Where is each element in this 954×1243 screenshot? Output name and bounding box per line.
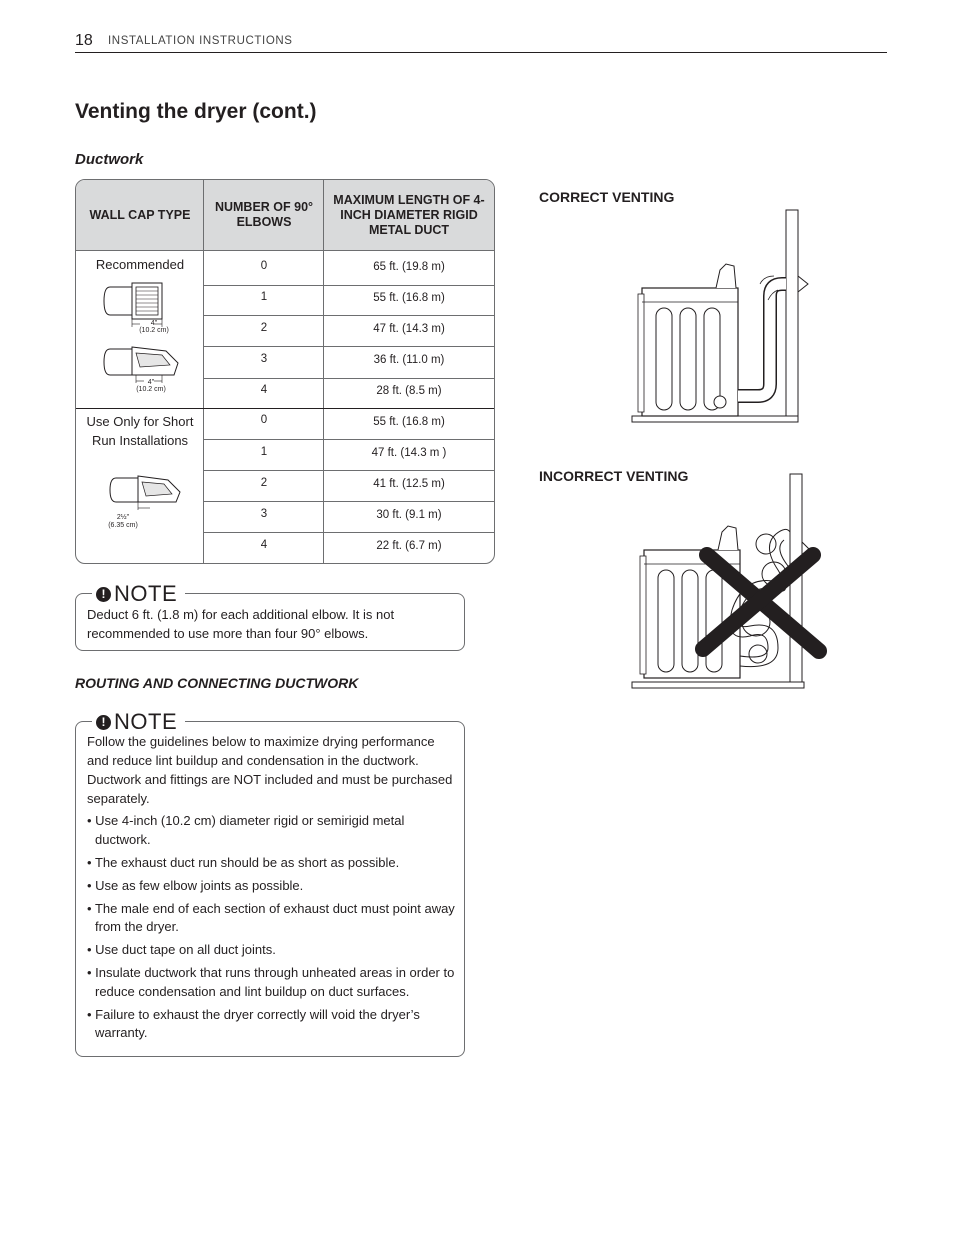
- note-heading: ! NOTE: [92, 581, 185, 607]
- row-divider: [204, 532, 494, 533]
- cap-type-recommended: Recommended: [95, 257, 185, 272]
- column-divider: [203, 180, 204, 563]
- elbows-cell: 3: [260, 353, 268, 365]
- length-cell: 22 ft. (6.7 m): [376, 540, 442, 552]
- column-header-elbows: NUMBER OF 90° ELBOWS: [204, 180, 324, 251]
- elbows-cell: 0: [260, 260, 268, 272]
- exclamation-icon: !: [96, 587, 111, 602]
- row-divider: [204, 285, 494, 286]
- page-number: 18: [75, 32, 93, 49]
- header-rule: [75, 52, 887, 53]
- row-divider: [204, 501, 494, 502]
- row-divider: [204, 315, 494, 316]
- list-item: • Use 4-inch (10.2 cm) diameter rigid or semirigid metal ductwork.: [87, 812, 457, 849]
- incorrect-venting-label: INCORRECT VENTING: [539, 468, 689, 484]
- page-title: Venting the dryer (cont.): [75, 100, 317, 123]
- flapper-wall-cap-icon: [104, 474, 186, 514]
- row-divider: [204, 378, 494, 379]
- length-cell: 65 ft. (19.8 m): [373, 261, 445, 273]
- elbows-cell: 0: [260, 414, 268, 426]
- length-cell: 55 ft. (16.8 m): [373, 292, 445, 304]
- note-heading: ! NOTE: [92, 709, 185, 735]
- note-intro: Follow the guidelines below to maximize drying performance and reduce lint buildup and condensation in the ductwork. Ductwork and fittings are NOT included and must be purchased separately.: [87, 734, 453, 806]
- column-header-wall-cap: WALL CAP TYPE: [76, 180, 204, 251]
- length-cell: 28 ft. (8.5 m): [376, 385, 442, 397]
- row-divider: [204, 470, 494, 471]
- elbows-cell: 2: [260, 477, 268, 489]
- cap-dimension: 4" (10.2 cm): [139, 320, 169, 334]
- elbows-cell: 1: [260, 291, 268, 303]
- length-cell: 41 ft. (12.5 m): [373, 478, 445, 490]
- elbows-cell: 2: [260, 322, 268, 334]
- elbows-cell: 4: [260, 539, 268, 551]
- correct-venting-illustration: [628, 206, 818, 428]
- length-cell: 47 ft. (14.3 m): [373, 323, 445, 335]
- list-item: • Use as few elbow joints as possible.: [87, 877, 457, 896]
- length-cell: 55 ft. (16.8 m): [373, 416, 445, 428]
- cap-dimension: 2½" (6.35 cm): [108, 514, 138, 529]
- ductwork-heading: Ductwork: [75, 151, 144, 168]
- incorrect-x-mark-icon: [693, 545, 829, 661]
- routing-heading: ROUTING AND CONNECTING DUCTWORK: [75, 675, 359, 691]
- length-cell: 36 ft. (11.0 m): [373, 354, 445, 366]
- length-cell: 30 ft. (9.1 m): [376, 509, 442, 521]
- cap-type-short-run: Use Only for Short Run Installations: [86, 414, 194, 448]
- list-item: • The male end of each section of exhaust duct must point away from the dryer.: [87, 900, 457, 937]
- note-text: Deduct 6 ft. (1.8 m) for each additional elbow. It is not recommended to use more than four 90° elbows.: [87, 607, 395, 641]
- elbows-cell: 1: [260, 446, 268, 458]
- list-item: • Failure to exhaust the dryer correctly will void the dryer’s warranty.: [87, 1006, 457, 1043]
- list-item: • Use duct tape on all duct joints.: [87, 941, 457, 960]
- list-item: • The exhaust duct run should be as short as possible.: [87, 854, 457, 873]
- correct-venting-label: CORRECT VENTING: [539, 189, 675, 205]
- elbows-cell: 3: [260, 508, 268, 520]
- row-divider: [204, 346, 494, 347]
- column-header-max-length: MAXIMUM LENGTH OF 4-INCH DIAMETER RIGID METAL DUCT: [324, 180, 494, 251]
- length-cell: 47 ft. (14.3 m ): [371, 447, 447, 459]
- list-item: • Insulate ductwork that runs through unheated areas in order to reduce condensation and lint buildup on duct surfaces.: [87, 964, 457, 1001]
- row-divider: [204, 439, 494, 440]
- column-divider: [323, 180, 324, 563]
- cap-dimension: 4" (10.2 cm): [136, 379, 166, 393]
- group-divider: [76, 408, 494, 409]
- ductwork-table: [75, 179, 495, 564]
- section-title: INSTALLATION INSTRUCTIONS: [108, 35, 293, 47]
- guideline-list: [87, 812, 457, 1047]
- elbows-cell: 4: [260, 384, 268, 396]
- exclamation-icon: !: [96, 715, 111, 730]
